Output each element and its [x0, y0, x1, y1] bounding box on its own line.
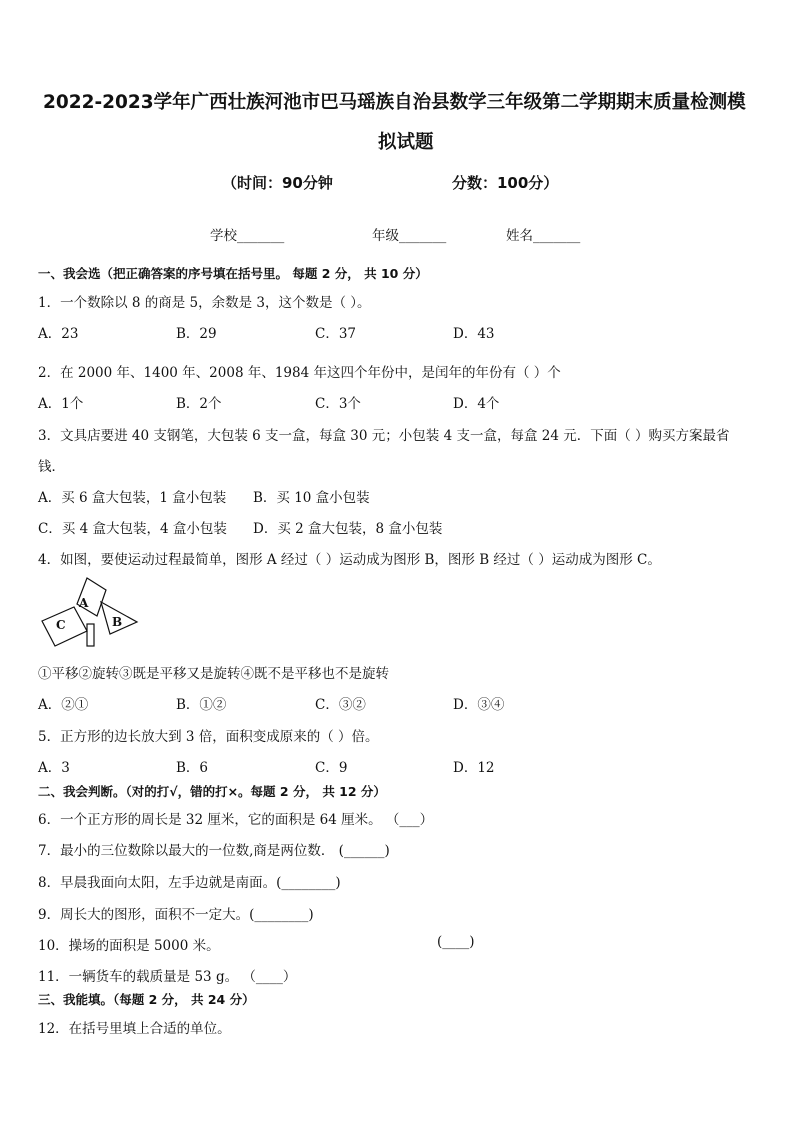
- exam-time: （时间：90分钟: [222, 174, 333, 192]
- page-title-line2: 拟试题: [378, 132, 434, 153]
- question-12: 12．在括号里填上合适的单位。: [38, 1021, 231, 1037]
- section-2-title: 二、我会判断。（对的打√，错的打×。每题 2 分， 共 12 分）: [38, 784, 386, 799]
- q1-option-b[interactable]: B．29: [176, 326, 217, 342]
- section-3-title: 三、我能填。（每题 2 分， 共 24 分）: [38, 992, 255, 1007]
- q4-option-b[interactable]: B．①②: [176, 697, 227, 713]
- q2-option-a[interactable]: A．1个: [38, 396, 84, 412]
- question-10-blank[interactable]: (____): [437, 934, 475, 950]
- question-9: 9．周长大的图形，面积不一定大。(________): [38, 907, 314, 923]
- question-3-line1: 3．文具店要进 40 支钢笔，大包装 6 支一盒，每盒 30 元；小包装 4 支一盒，每盒 24 元．下面（ ）购买方案最省: [38, 428, 730, 444]
- label-a: A: [79, 596, 89, 610]
- q4-option-d[interactable]: D．③④: [453, 697, 505, 713]
- exam-score: 分数：100分）: [452, 174, 559, 192]
- question-1: 1．一个数除以 8 的商是 5，余数是 3，这个数是（ ）。: [38, 295, 371, 311]
- label-b: B: [112, 615, 123, 629]
- name-field[interactable]: 姓名_______: [506, 228, 581, 244]
- label-c: C: [56, 618, 66, 632]
- grade-field[interactable]: 年级_______: [372, 228, 447, 244]
- q1-option-d[interactable]: D．43: [453, 326, 495, 342]
- q5-option-d[interactable]: D．12: [453, 760, 495, 776]
- shapes-figure: [38, 574, 142, 650]
- shape-stem: [87, 624, 94, 646]
- question-7: 7．最小的三位数除以最大的一位数,商是两位数． (______): [38, 843, 390, 859]
- q1-option-a[interactable]: A．23: [38, 326, 79, 342]
- school-field[interactable]: 学校_______: [210, 228, 285, 244]
- question-6: 6．一个正方形的周长是 32 厘米，它的面积是 64 厘米。 （___）: [38, 812, 434, 828]
- question-2: 2．在 2000 年、1400 年、2008 年、1984 年这四个年份中，是闰年的年份有（ ）个: [38, 365, 561, 381]
- q4-option-a[interactable]: A．②①: [38, 697, 89, 713]
- q2-option-b[interactable]: B．2个: [176, 396, 222, 412]
- question-5: 5．正方形的边长放大到 3 倍，面积变成原来的（ ）倍。: [38, 729, 379, 745]
- page-title-line1: 2022-2023学年广西壮族河池市巴马瑶族自治县数学三年级第二学期期末质量检测模: [43, 92, 746, 113]
- question-10: 10．操场的面积是 5000 米。: [38, 938, 220, 954]
- question-4-legend: ①平移②旋转③既是平移又是旋转④既不是平移也不是旋转: [38, 666, 389, 682]
- q1-option-c[interactable]: C．37: [315, 326, 357, 342]
- q5-option-b[interactable]: B．6: [176, 760, 209, 776]
- question-8: 8．早晨我面向太阳，左手边就是南面。(________): [38, 875, 341, 891]
- q3-option-c[interactable]: C．买 4 盒大包装，4 盒小包装: [38, 521, 227, 537]
- question-11: 11．一辆货车的载质量是 53 g。 （____）: [38, 969, 297, 985]
- q2-option-c[interactable]: C．3个: [315, 396, 361, 412]
- q4-option-c[interactable]: C．③②: [315, 697, 366, 713]
- question-4: 4．如图，要使运动过程最简单，图形 A 经过（ ）运动成为图形 B，图形 B 经过（ ）运动成为图形 C。: [38, 552, 661, 568]
- question-3-line2: 钱．: [38, 459, 65, 475]
- q3-option-b[interactable]: B．买 10 盒小包装: [253, 490, 370, 506]
- section-1-title: 一、我会选（把正确答案的序号填在括号里。 每题 2 分， 共 10 分）: [38, 266, 428, 281]
- q5-option-a[interactable]: A．3: [38, 760, 70, 776]
- q3-option-d[interactable]: D．买 2 盒大包装，8 盒小包装: [253, 521, 443, 537]
- q3-option-a[interactable]: A．买 6 盒大包装，1 盒小包装: [38, 490, 227, 506]
- q5-option-c[interactable]: C．9: [315, 760, 348, 776]
- q2-option-d[interactable]: D．4个: [453, 396, 500, 412]
